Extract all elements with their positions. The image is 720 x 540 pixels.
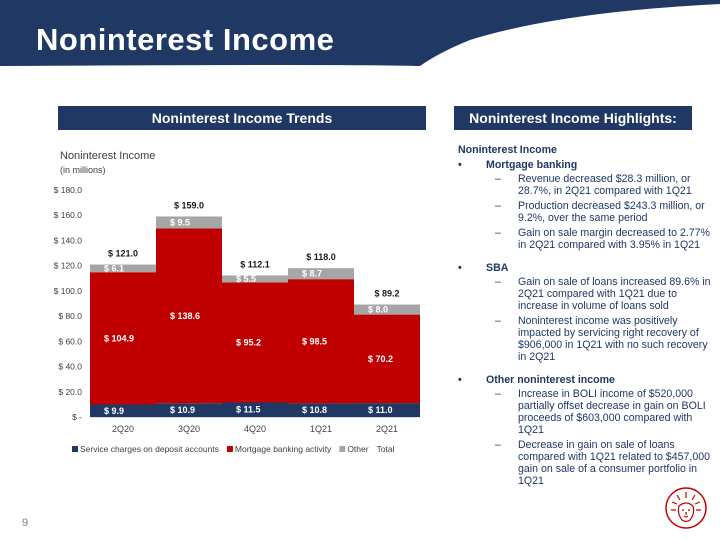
highlight-item-text: Decrease in gain on sale of loans compared with 1Q21 related to $457,000 gain on sale of a consumer portfolio in 1Q21 xyxy=(518,439,710,487)
bar-data-label: $ 8.0 xyxy=(368,304,389,315)
x-tick-label: 4Q20 xyxy=(243,424,267,434)
bar-data-label: $ 98.5 xyxy=(302,336,328,347)
bar-data-label: $ 104.9 xyxy=(104,333,135,344)
highlight-item-text: Production decreased $243.3 million, or 9.2%, over the same period xyxy=(518,200,705,224)
dash-icon: – xyxy=(495,276,501,288)
y-tick-label: $ 100.0 xyxy=(53,285,82,296)
x-tick-label: 2Q20 xyxy=(111,424,135,434)
bullet-icon: • xyxy=(458,374,462,386)
highlight-item-text: Revenue decreased $28.3 million, or 28.7%, in 2Q21 compared with 1Q21 xyxy=(518,173,692,197)
section-heading-text: Mortgage banking xyxy=(486,159,578,171)
highlights-title: Noninterest Income xyxy=(458,144,557,156)
bar-data-label: $ 10.8 xyxy=(302,405,328,416)
section-heading-text: SBA xyxy=(486,262,509,274)
y-tick-label: $ 60.0 xyxy=(58,336,82,347)
bar-data-label: $ 9.9 xyxy=(104,405,125,416)
legend-swatch xyxy=(72,446,78,452)
highlights-panel xyxy=(458,144,712,490)
y-tick-label: $ 80.0 xyxy=(58,311,82,322)
y-tick-label: $ 160.0 xyxy=(53,210,82,221)
legend-label: Total xyxy=(376,444,395,454)
highlight-section-heading xyxy=(458,262,712,274)
dash-icon: – xyxy=(495,388,501,400)
bullet-icon: • xyxy=(458,159,462,171)
x-tick-label: 1Q21 xyxy=(309,424,333,434)
total-label: $ 89.2 xyxy=(374,288,400,299)
total-label: $ 118.0 xyxy=(306,252,336,263)
highlight-item-text: Gain on sale of loans increased 89.6% in 2Q21 compared with 1Q21 due to increase in volume of loans sold xyxy=(518,276,711,312)
chart-subtitle: (in millions) xyxy=(60,165,106,175)
dash-icon: – xyxy=(495,315,501,327)
x-tick-label: 3Q20 xyxy=(177,424,201,434)
chart-title: Noninterest Income xyxy=(60,150,156,162)
bar-data-label: $ 11.0 xyxy=(368,405,393,416)
page-number: 9 xyxy=(22,517,29,529)
y-tick-label: $ 20.0 xyxy=(58,386,82,397)
bullet-icon: • xyxy=(458,262,462,274)
bar-data-label: $ 70.2 xyxy=(368,353,394,364)
highlight-section-heading xyxy=(458,159,712,171)
section-gap xyxy=(458,254,712,261)
dash-icon: – xyxy=(495,200,501,212)
legend-swatch xyxy=(339,446,345,452)
bar-data-label: $ 9.5 xyxy=(170,217,191,228)
highlight-item xyxy=(458,315,712,363)
y-tick-label: $ 40.0 xyxy=(58,361,82,372)
y-tick-label: $ - xyxy=(72,412,82,422)
highlight-item-text: Noninterest income was positively impacted by servicing right recovery of $906,000 in 1Q21 with no such recovery in 2Q21 xyxy=(518,315,708,363)
bar-data-label: $ 138.6 xyxy=(170,310,201,321)
left-section-header: Noninterest Income Trends xyxy=(58,106,426,130)
highlight-item xyxy=(458,439,712,487)
highlight-item xyxy=(458,227,712,251)
lion-logo-icon xyxy=(664,486,708,530)
bar-data-label: $ 95.2 xyxy=(236,337,262,348)
dash-icon: – xyxy=(495,173,501,185)
section-gap xyxy=(458,366,712,373)
y-tick-label: $ 120.0 xyxy=(53,260,82,271)
page-title: Noninterest Income xyxy=(36,22,335,57)
legend-swatch xyxy=(227,446,233,452)
y-tick-label: $ 140.0 xyxy=(53,235,82,246)
highlight-item xyxy=(458,200,712,224)
bar-data-label: $ 6.1 xyxy=(104,263,125,274)
highlight-item-text: Increase in BOLI income of $520,000 partially offset decrease in gain on BOLI proceeds of $603,000 compared with 1Q21 xyxy=(518,388,706,436)
bar-data-label: $ 10.9 xyxy=(170,405,196,416)
highlight-item xyxy=(458,388,712,436)
section-heading-text: Other noninterest income xyxy=(486,374,615,386)
highlight-item xyxy=(458,173,712,197)
bar-data-label: $ 8.7 xyxy=(302,268,323,279)
dash-icon: – xyxy=(495,227,501,239)
right-section-header: Noninterest Income Highlights: xyxy=(454,106,692,130)
highlight-item-text: Gain on sale margin decreased to 2.77% in 2Q21 compared with 3.95% in 1Q21 xyxy=(518,227,710,251)
bar-data-label: $ 5.5 xyxy=(236,273,257,284)
legend-label: Service charges on deposit accounts xyxy=(80,444,219,454)
total-label: $ 112.1 xyxy=(240,259,270,270)
highlight-section-heading xyxy=(458,374,712,386)
y-tick-label: $ 180.0 xyxy=(53,185,82,195)
legend-label: Mortgage banking activity xyxy=(234,444,332,454)
total-label: $ 121.0 xyxy=(107,248,139,259)
highlight-item xyxy=(458,276,712,312)
bar-data-label: $ 11.5 xyxy=(236,404,261,415)
total-label: $ 159.0 xyxy=(173,200,205,211)
x-tick-label: 2Q21 xyxy=(375,424,399,434)
dash-icon: – xyxy=(495,439,501,451)
legend-label: Other xyxy=(347,444,369,454)
